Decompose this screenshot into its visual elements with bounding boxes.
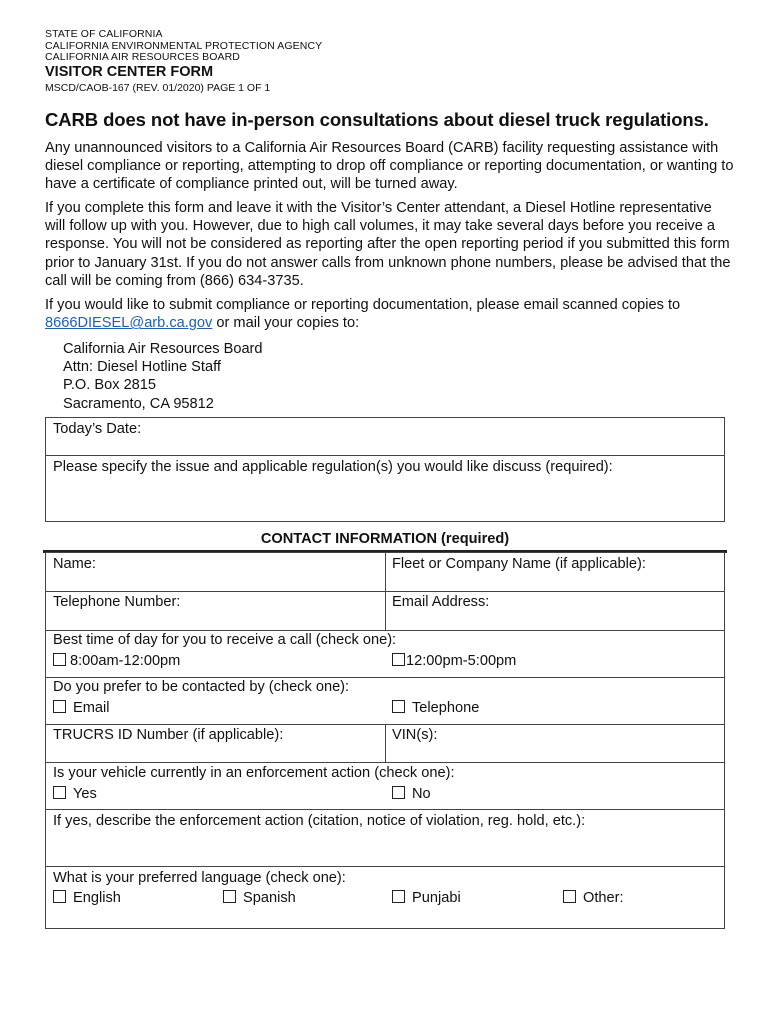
form-title: VISITOR CENTER FORM <box>45 64 214 80</box>
contact-section-title: CONTACT INFORMATION (required) <box>260 531 510 547</box>
checkbox[interactable] <box>392 653 405 666</box>
option-label: Punjabi <box>412 890 461 906</box>
option-label: Other: <box>583 890 624 906</box>
checkbox[interactable] <box>53 890 66 903</box>
address-line: P.O. Box 2815 <box>63 377 157 394</box>
option-label: Telephone <box>412 700 480 716</box>
option-yes[interactable] <box>53 786 97 802</box>
option-other[interactable] <box>563 890 624 906</box>
address-line: California Air Resources Board <box>63 341 263 357</box>
language-question: What is your preferred language (check one): <box>53 870 346 886</box>
followup-paragraph: If you complete this form and leave it with the Visitor’s Center attendant, a Diesel Hotline representative will follow up with you. However, due to high call volumes, it may take several days before you receive a response. You will not be considered as reporting after the open reporting period if you submitted this form prior to January 31st. If you do not answer calls from unknown phone numbers, please be advised that the call will be coming from (866) 634-3735. <box>45 200 731 289</box>
checkbox[interactable] <box>392 700 405 713</box>
checkbox[interactable] <box>53 700 66 713</box>
option-afternoon[interactable] <box>392 653 516 669</box>
divider <box>45 809 725 810</box>
address-line: Attn: Diesel Hotline Staff <box>63 359 221 376</box>
agency-label: CALIFORNIA ENVIRONMENTAL PROTECTION AGENCY <box>45 39 323 52</box>
column-divider <box>385 552 386 630</box>
option-spanish[interactable] <box>223 890 296 906</box>
option-no[interactable] <box>392 786 431 802</box>
column-divider <box>385 724 386 762</box>
name-field[interactable]: Name: <box>53 556 96 572</box>
submission-text-end: or mail your copies to: <box>212 315 360 332</box>
option-label: Yes <box>73 786 97 802</box>
state-label: STATE OF CALIFORNIA <box>45 28 163 40</box>
divider <box>45 455 725 456</box>
option-telephone[interactable] <box>392 700 479 716</box>
option-label: 12:00pm-5:00pm <box>406 653 517 669</box>
form-number: MSCD/CAOB-167 (REV. 01/2020) PAGE 1 OF 1 <box>45 82 271 94</box>
submission-text: If you would like to submit compliance or reporting documentation, please email scanned copies to <box>45 297 681 313</box>
trucrs-id-field[interactable]: TRUCRS ID Number (if applicable): <box>53 727 284 743</box>
divider <box>45 677 725 678</box>
checkbox[interactable] <box>392 786 405 799</box>
option-label: Spanish <box>243 890 296 906</box>
enforcement-description-field[interactable]: If yes, describe the enforcement action (citation, notice of violation, reg. hold, etc.): <box>53 813 586 829</box>
vin-field[interactable]: VIN(s): <box>392 727 438 743</box>
telephone-field[interactable]: Telephone Number: <box>53 594 181 610</box>
page-headline: CARB does not have in-person consultations about diesel truck regulations. <box>45 109 709 130</box>
submission-paragraph <box>45 296 735 332</box>
option-punjabi[interactable] <box>392 890 461 906</box>
email-link[interactable]: 8666DIESEL@arb.ca.gov <box>45 315 213 332</box>
option-label: English <box>73 890 121 906</box>
board-label: CALIFORNIA AIR RESOURCES BOARD <box>45 51 240 63</box>
checkbox[interactable] <box>392 890 405 903</box>
option-morning[interactable] <box>53 653 180 669</box>
option-label: Email <box>73 700 110 716</box>
email-address-field[interactable]: Email Address: <box>392 594 490 610</box>
best-time-question: Best time of day for you to receive a call (check one): <box>53 632 397 648</box>
enforcement-question: Is your vehicle currently in an enforcement action (check one): <box>53 765 455 781</box>
mailing-address <box>63 340 263 413</box>
fleet-name-field[interactable]: Fleet or Company Name (if applicable): <box>392 556 646 572</box>
contact-method-question: Do you prefer to be contacted by (check one): <box>53 679 350 695</box>
issue-field[interactable]: Please specify the issue and applicable regulation(s) you would like discuss (required): <box>53 459 613 475</box>
checkbox[interactable] <box>563 890 576 903</box>
checkbox[interactable] <box>53 786 66 799</box>
option-english[interactable] <box>53 890 121 906</box>
checkbox[interactable] <box>53 653 66 666</box>
divider <box>45 762 725 763</box>
intro-paragraph: Any unannounced visitors to a California Air Resources Board (CARB) facility requesting assistance with diesel compliance or reporting, attempting to drop off compliance or reporting documentation, or wanting to have a certificate of compliance printed out, will be turned away. <box>45 140 734 193</box>
divider <box>45 866 725 867</box>
todays-date-field[interactable]: Today’s Date: <box>53 421 142 437</box>
option-label: 8:00am-12:00pm <box>70 653 181 669</box>
address-line: Sacramento, CA 95812 <box>63 395 214 412</box>
checkbox[interactable] <box>223 890 236 903</box>
option-email[interactable] <box>53 700 110 716</box>
divider <box>45 630 725 631</box>
option-label: No <box>412 786 431 802</box>
